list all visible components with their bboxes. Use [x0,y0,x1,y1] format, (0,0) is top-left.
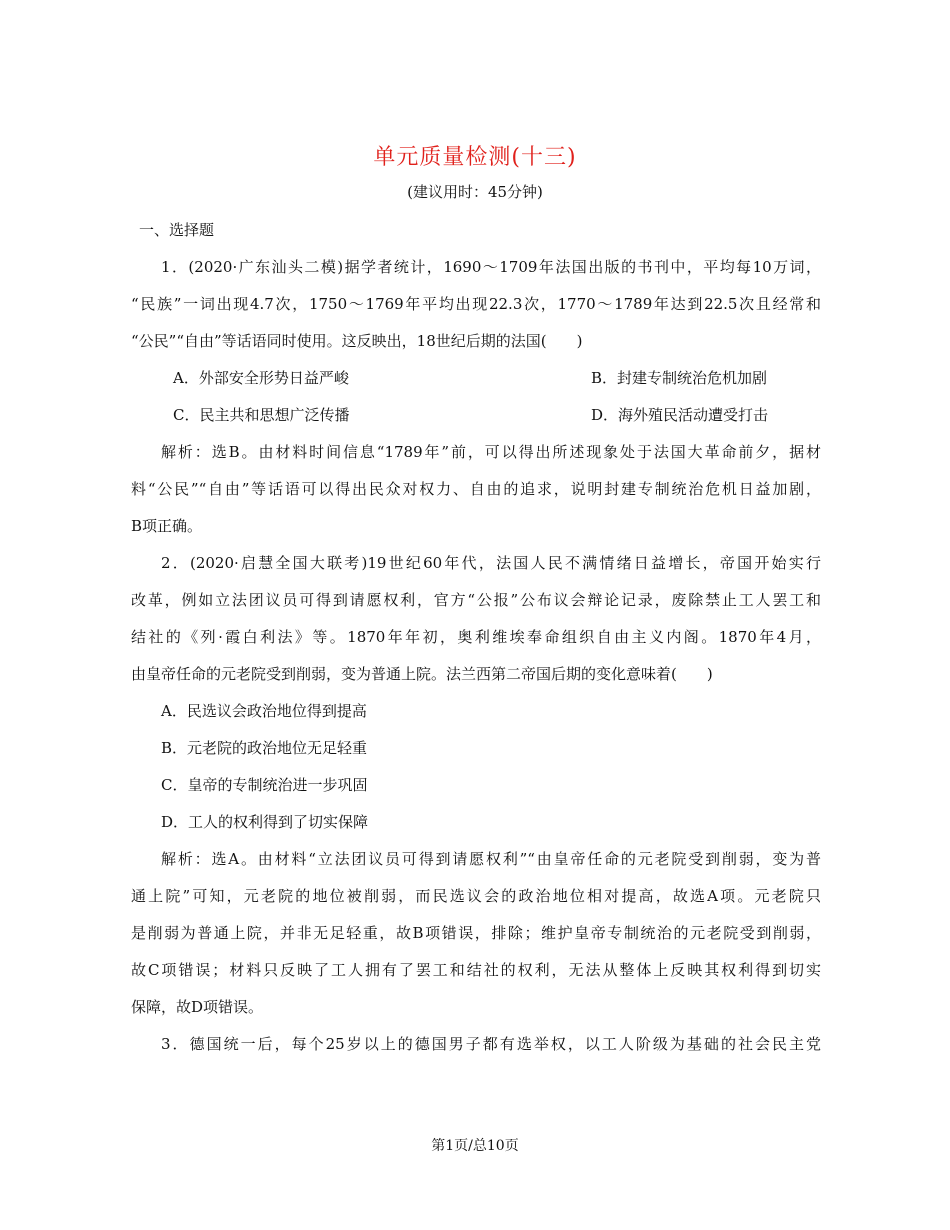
analysis-line: B项正确。 [131,517,203,535]
option-d: D．海外殖民活动遭受打击 [591,406,769,424]
question-1-line: “公民”“自由”等话语同时使用。这反映出，18世纪后期的法国( ) [131,332,583,350]
question-1-options-row [131,360,821,397]
question-2-line: 改革，例如立法团议员可得到请愿权利，官方“公报”公布议会辩论记录，废除禁止工人罢工和 [131,591,821,609]
analysis-line: 解析：选B。由材料时间信息“1789年”前，可以得出所述现象处于法国大革命前夕，据材 [161,443,821,461]
analysis-line: 通上院”可知，元老院的地位被削弱，而民选议会的政治地位相对提高，故选A项。元老院只 [131,887,821,905]
question-1-options-row [131,397,821,434]
section-heading: 一、选择题 [139,221,215,239]
option-a: A．外部安全形势日益严峻 [173,369,349,387]
question-2-line: 由皇帝任命的元老院受到削弱，变为普通上院。法兰西第二帝国后期的变化意味着( ) [131,665,713,683]
question-1-line: 1．(2020·广东汕头二模)据学者统计，1690～1709年法国出版的书刊中，平均每10万词， [161,258,821,276]
analysis-line: 料“公民”“自由”等话语可以得出民众对权力、自由的追求，说明封建专制统治危机日益加剧， [131,480,821,498]
question-3 [131,1026,821,1063]
option-c: C．皇帝的专制统治进一步巩固 [161,776,368,794]
question-2 [131,545,821,1026]
question-1-line: “民族”一词出现4.7次，1750～1769年平均出现22.3次，1770～1789年达到22.5次且经常和 [131,295,821,313]
option-b: B．元老院的政治地位无足轻重 [161,739,368,757]
analysis-line: 解析：选A。由材料“立法团议员可得到请愿权利”“由皇帝任命的元老院受到削弱，变为普 [161,850,821,868]
analysis-line: 故C项错误；材料只反映了工人拥有了罢工和结社的权利，无法从整体上反映其权利得到切实 [131,961,821,979]
question-3-line: 3．德国统一后，每个25岁以上的德国男子都有选举权，以工人阶级为基础的社会民主党 [161,1035,821,1053]
document-body [131,212,821,1063]
page-number: 第1页/总10页 [431,1138,519,1154]
question-2-line: 结社的《列·霞白利法》等。1870年年初，奥利维埃奉命组织自由主义内阁。1870年4月， [131,628,821,646]
option-d: D．工人的权利得到了切实保障 [161,813,369,831]
question-2-line: 2．(2020·启慧全国大联考)19世纪60年代，法国人民不满情绪日益增长，帝国开始实行 [161,554,821,572]
document-title: 单元质量检测(十三) [373,145,577,170]
analysis-line: 是削弱为普通上院，并非无足轻重，故B项错误，排除；维护皇帝专制统治的元老院受到削弱， [131,924,821,942]
time-suggestion: (建议用时：45分钟) [407,183,543,201]
option-c: C．民主共和思想广泛传播 [173,406,350,424]
option-b: B．封建专制统治危机加剧 [591,369,768,387]
question-1 [131,249,821,545]
option-a: A．民选议会政治地位得到提高 [161,702,367,720]
analysis-line: 保障，故D项错误。 [131,998,264,1016]
